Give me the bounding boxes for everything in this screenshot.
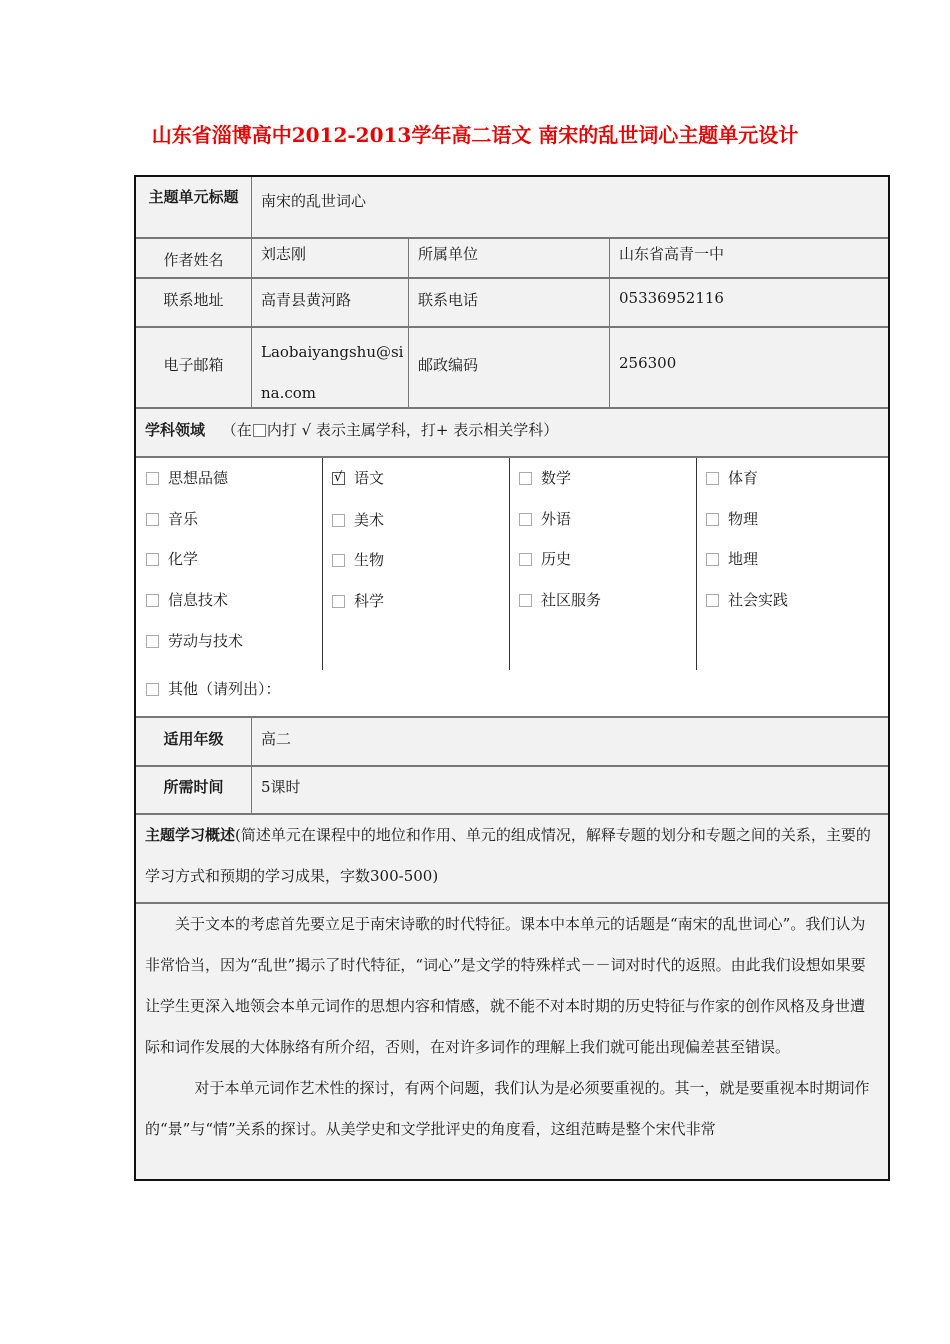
row-time (136, 766, 888, 814)
checkbox-icon[interactable] (519, 513, 532, 526)
checkbox-icon[interactable] (146, 553, 159, 566)
row-overview-header (136, 814, 888, 903)
overview-note: (简述单元在课程中的地位和作用、单元的组成情况，解释专题的划分和专题之间的关系，主要的学习方式和预期的学习成果，字数300-500) (145, 826, 871, 885)
checkbox-icon[interactable] (706, 594, 719, 607)
row-subject-header (136, 408, 888, 457)
subject-note-post: 内打 √ 表示主属学科，打+ 表示相关学科） (266, 421, 559, 439)
subject-label: 学科领域 (145, 421, 206, 439)
subject-wuli[interactable]: 物理 (706, 508, 758, 529)
postcode-label: 邮政编码 (408, 328, 609, 407)
subject-tiyu[interactable]: 体育 (706, 467, 758, 488)
checkbox-icon[interactable] (706, 513, 719, 526)
overview-body (136, 904, 888, 1181)
overview-paragraph-1: 关于文本的考虑首先要立足于南宋诗歌的时代特征。课本中本单元的话题是“南宋的乱世词心”。我们认为非常恰当，因为“乱世”揭示了时代特征，“词心”是文学的特殊样式－－词对时代的返照。由此我们设想如果要让学生更深入地领会本单元词作的思想内容和情感，就不能不对本时期的历史特征与作家的创作风格及身世遭际和词作发展的大体脉络有所介绍，否则，在对许多词作的理解上我们就可能出现偏差甚至错误。 (145, 915, 866, 1056)
checkbox-icon[interactable] (146, 635, 159, 648)
author-label: 作者姓名 (163, 251, 224, 269)
subject-divider (322, 458, 323, 670)
subject-shehuishijian[interactable]: 社会实践 (706, 589, 788, 610)
subject-other[interactable]: 其他（请列出）： (146, 678, 281, 699)
checkbox-icon[interactable] (332, 554, 345, 567)
subject-xinxijishu[interactable]: 信息技术 (146, 589, 228, 610)
row-grade (136, 717, 888, 766)
subject-shengwu[interactable]: 生物 (332, 549, 384, 570)
row-email (136, 327, 888, 408)
checkbox-icon[interactable] (146, 683, 159, 696)
checkbox-icon[interactable] (519, 553, 532, 566)
postcode-value: 256300 (609, 328, 888, 407)
subject-laodongyujishu[interactable]: 劳动与技术 (146, 630, 243, 651)
subject-shuxue[interactable]: 数学 (519, 467, 571, 488)
row-topic (136, 177, 888, 238)
checkbox-checked-icon[interactable] (332, 472, 345, 485)
overview-header (136, 815, 888, 902)
unit-design-table (134, 175, 890, 1181)
subject-divider (696, 458, 697, 670)
subject-note-pre: （在 (221, 421, 252, 439)
subject-header (136, 409, 888, 456)
checkbox-icon[interactable] (146, 472, 159, 485)
address-label: 联系地址 (163, 291, 224, 309)
row-overview-body (136, 903, 888, 1181)
document-title: 山东省淄博高中2012-2013学年高二语文 南宋的乱世词心主题单元设计 (151, 123, 799, 147)
subject-waiyu[interactable]: 外语 (519, 508, 571, 529)
subject-sixiangpinde[interactable]: 思想品德 (146, 467, 228, 488)
email-line-2: na.com (261, 384, 317, 402)
unit-value: 山东省高青一中 (609, 239, 888, 277)
subject-dili[interactable]: 地理 (706, 548, 758, 569)
grade-label: 适用年级 (163, 730, 224, 748)
topic-label: 主题单元标题 (148, 188, 239, 206)
checkbox-icon[interactable] (332, 595, 345, 608)
checkbox-icon (253, 424, 266, 437)
checkbox-icon[interactable] (706, 553, 719, 566)
phone-value: 05336952116 (609, 279, 888, 326)
topic-value: 南宋的乱世词心 (251, 177, 888, 237)
checkbox-icon[interactable] (519, 472, 532, 485)
subject-yinyue[interactable]: 音乐 (146, 508, 198, 529)
checkbox-icon[interactable] (706, 472, 719, 485)
overview-label: 主题学习概述 (145, 826, 236, 844)
checkmark-icon: √ (334, 470, 343, 485)
row-subjects (136, 457, 888, 717)
unit-label: 所属单位 (408, 239, 609, 277)
checkbox-icon[interactable] (332, 514, 345, 527)
email-label: 电子邮箱 (163, 356, 224, 374)
phone-label: 联系电话 (408, 279, 609, 326)
subject-shequfuwu[interactable]: 社区服务 (519, 589, 601, 610)
subject-lishi[interactable]: 历史 (519, 548, 571, 569)
row-author (136, 238, 888, 278)
time-label: 所需时间 (163, 778, 224, 796)
subject-yuwen[interactable]: √ 语文 (334, 469, 385, 487)
overview-paragraph-2: 对于本单元词作艺术性的探讨，有两个问题，我们认为是必须要重视的。其一，就是要重视本时期词作的“景”与“情”关系的探讨。从美学史和文学批评史的角度看，这组范畴是整个宋代非常 (145, 1079, 870, 1138)
subject-huaxue[interactable]: 化学 (146, 548, 198, 569)
email-value (251, 328, 408, 407)
grade-value: 高二 (251, 718, 888, 765)
subject-meishu[interactable]: 美术 (332, 509, 384, 530)
time-value: 5课时 (251, 767, 888, 813)
subject-divider (509, 458, 510, 670)
row-address (136, 278, 888, 327)
checkbox-icon[interactable] (519, 594, 532, 607)
author-value: 刘志刚 (251, 239, 408, 277)
subject-kexue[interactable]: 科学 (332, 590, 384, 611)
checkbox-icon[interactable] (146, 513, 159, 526)
checkbox-icon[interactable] (146, 594, 159, 607)
address-value: 高青县黄河路 (251, 279, 408, 326)
email-line-1: Laobaiyangshu@si (261, 343, 404, 361)
